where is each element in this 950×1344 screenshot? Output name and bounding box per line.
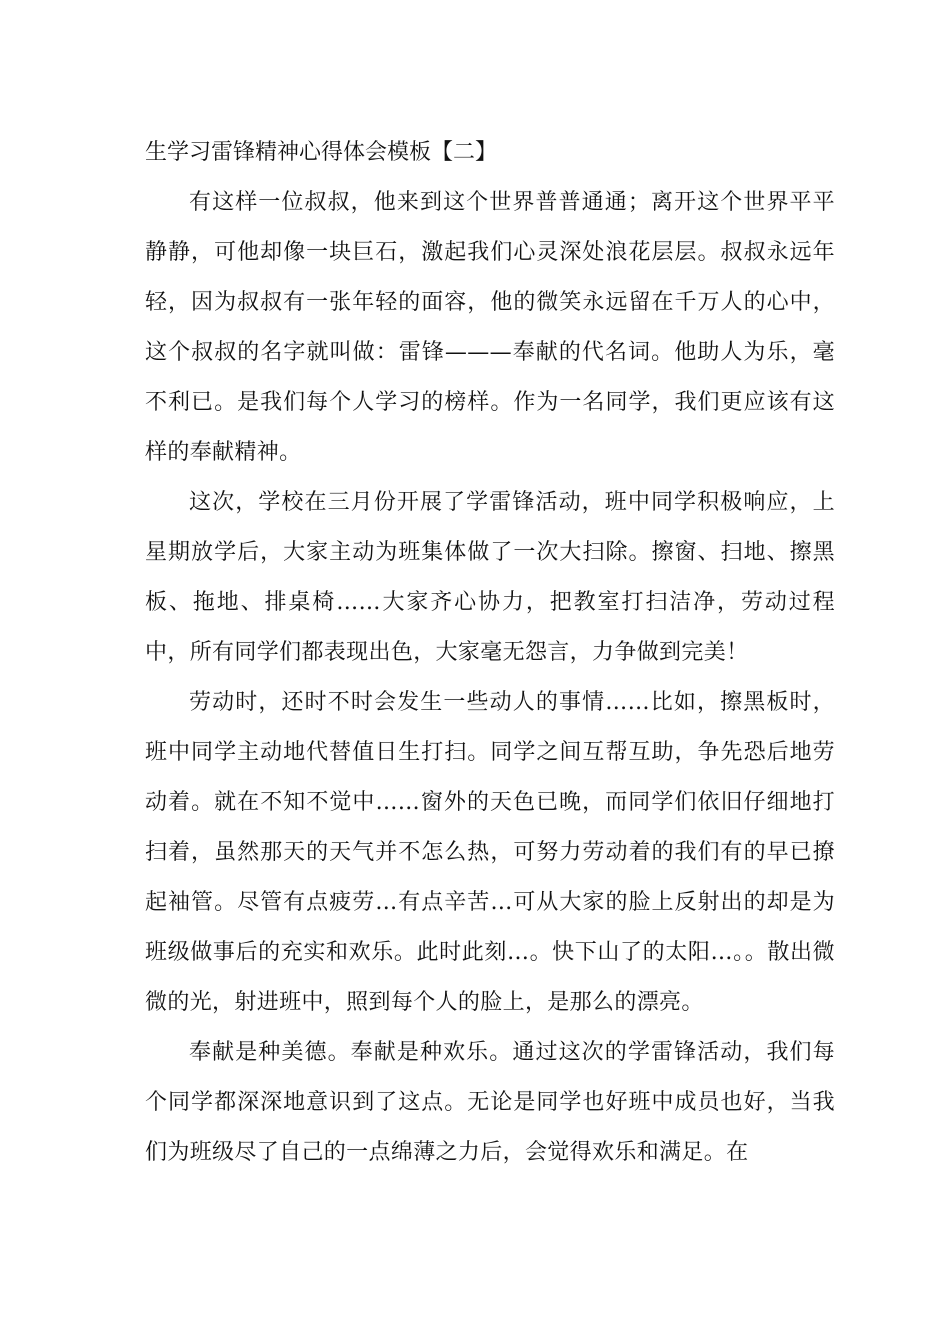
paragraph-2: 这次，学校在三月份开展了学雷锋活动，班中同学积极响应，上星期放学后，大家主动为班集体做了一次大扫除。擦窗、扫地、擦黑板、拖地、排桌椅……大家齐心协力，把教室打扫洁净，劳动过程中，所有同学们都表现出色，大家毫无怨言，力争做到完美！ — [145, 490, 835, 665]
document-body — [145, 128, 835, 1178]
paragraph-3: 劳动时，还时不时会发生一些动人的事情……比如，擦黑板时，班中同学主动地代替值日生打扫。同学之间互帮互助，争先恐后地劳动着。就在不知不觉中……窗外的天色已晚，而同学们依旧仔细地打扫着，虽然那天的天气并不怎么热，可努力劳动着的我们有的早已撩起袖管。尽管有点疲劳…有点辛苦…可从大家的脸上反射出的却是为班级做事后的充实和欢乐。此时此刻…。快下山了的太阳…。。散出微微的光，射进班中，照到每个人的脸上，是那么的漂亮。 — [145, 690, 835, 1015]
paragraph-1: 有这样一位叔叔，他来到这个世界普普通通；离开这个世界平平静静，可他却像一块巨石，激起我们心灵深处浪花层层。叔叔永远年轻，因为叔叔有一张年轻的面容，他的微笑永远留在千万人的心中，这个叔叔的名字就叫做：雷锋———奉献的代名词。他助人为乐，毫不利已。是我们每个人学习的榜样。作为一名同学，我们更应该有这样的奉献精神。 — [145, 190, 835, 465]
document-title: 生学习雷锋精神心得体会模板【二】 — [145, 140, 498, 165]
paragraph-4: 奉献是种美德。奉献是种欢乐。通过这次的学雷锋活动，我们每个同学都深深地意识到了这点。无论是同学也好班中成员也好，当我们为班级尽了自己的一点绵薄之力后，会觉得欢乐和满足。在 — [145, 1040, 835, 1165]
